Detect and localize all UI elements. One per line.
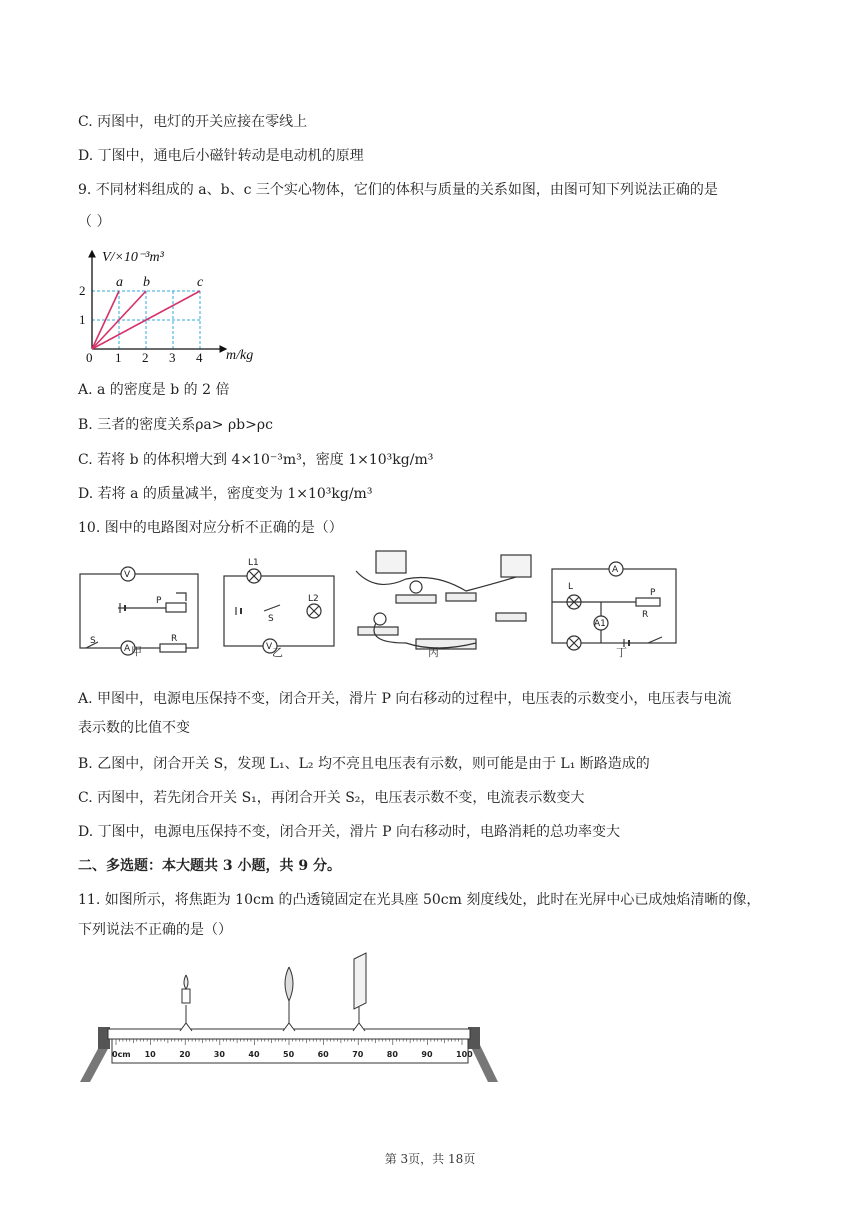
caption-ding: 丁: [616, 646, 627, 658]
label-r-jia: R: [171, 634, 178, 644]
label-r-ding: R: [642, 610, 649, 620]
bench-left-leg: [80, 1045, 110, 1082]
q9-option-c: C. 若将 b 的体积增大到 4×10⁻³m³，密度 1×10³kg/m³: [78, 452, 434, 468]
y-tick-label-2: 2: [79, 283, 86, 298]
q9-volume-mass-chart: [78, 245, 278, 370]
circuit-ding: [552, 562, 676, 650]
label-a-jia: A: [124, 644, 131, 654]
ruler-label-6: 60: [317, 1050, 329, 1059]
chart-series: [92, 275, 204, 349]
label-p-ding: P: [650, 588, 656, 598]
q10-option-b: B. 乙图中，闭合开关 S，发现 L₁、L₂ 均不亮且电压表有示数，则可能是由于 L₁ 断路造成的: [78, 756, 650, 772]
ruler-label-7: 70: [352, 1050, 364, 1059]
q11-stem-line1: 11. 如图所示，将焦距为 10cm 的凸透镜固定在光具座 50cm 刻度线处，此时在光屏中心已成烛焰清晰的像，: [78, 892, 761, 908]
q10-option-c: C. 丙图中，若先闭合开关 S₁，再闭合开关 S₂，电压表示数不变，电流表示数变大: [78, 790, 585, 806]
ruler-label-5: 50: [283, 1050, 295, 1059]
chart-x-label: m/kg: [226, 348, 254, 363]
q8-option-d: D. 丁图中，通电后小磁针转动是电动机的原理: [78, 148, 364, 164]
x-tick-label-4: 4: [196, 350, 203, 365]
q8-option-c: C. 丙图中，电灯的开关应接在零线上: [78, 114, 308, 130]
chart-origin-label: 0: [86, 350, 93, 365]
label-v-yi: V: [266, 642, 273, 652]
label-s-jia: S: [90, 636, 96, 646]
series-label-a: a: [116, 275, 123, 290]
label-p-jia: P: [156, 596, 162, 606]
ruler-label-3: 30: [213, 1050, 225, 1059]
series-label-b: b: [143, 275, 150, 290]
label-v-jia: V: [124, 570, 131, 580]
ruler-label-4: 40: [248, 1050, 260, 1059]
q10-option-d: D. 丁图中，电源电压保持不变，闭合开关，滑片 P 向右移动时，电路消耗的总功率变大: [78, 824, 620, 840]
caption-jia: 甲: [131, 645, 142, 658]
q10-stem: 10. 图中的电路图对应分析不正确的是（）: [78, 520, 343, 536]
ruler-label-9: 90: [421, 1050, 433, 1059]
q9-option-d: D. 若将 a 的质量减半，密度变为 1×10³kg/m³: [78, 486, 373, 502]
q9-stem: 9. 不同材料组成的 a、b、c 三个实心物体，它们的体积与质量的关系如图，由图可知下列说法正确的是: [78, 182, 718, 198]
label-l1-yi: L1: [248, 558, 259, 568]
x-tick-label-3: 3: [169, 350, 176, 365]
label-l-ding: L: [568, 582, 574, 592]
x-tick-label-2: 2: [142, 350, 149, 365]
series-label-c: c: [197, 275, 204, 290]
ruler-label-8: 80: [386, 1050, 398, 1059]
q9-paren: （ ）: [78, 214, 111, 230]
q9-option-b: B. 三者的密度关系ρa> ρb>ρc: [78, 417, 273, 433]
circuit-bing: [356, 551, 531, 649]
label-s-yi: S: [268, 614, 274, 624]
convex-lens: [283, 967, 295, 1031]
ruler-label-1: 10: [144, 1050, 156, 1059]
ruler-label-10: 100: [456, 1050, 473, 1059]
q11-optical-bench-figure: [76, 945, 502, 1085]
circuit-jia: [80, 567, 198, 655]
x-tick-label-1: 1: [115, 350, 122, 365]
section-2-heading: 二、多选题：本大题共 3 小题，共 9 分。: [78, 858, 341, 874]
q10-circuit-figures: [76, 543, 688, 658]
ruler-label-2: 20: [179, 1050, 191, 1059]
ruler-label-0: 0cm: [112, 1050, 131, 1059]
q10-option-a-line1: A. 甲图中，电源电压保持不变，闭合开关，滑片 P 向右移动的过程中，电压表的示数变小，电压表与电流: [78, 691, 732, 707]
q9-option-a: A. a 的密度是 b 的 2 倍: [78, 382, 230, 398]
candle: [180, 975, 192, 1031]
label-a-ding: A: [612, 565, 619, 575]
circuit-yi: [224, 569, 334, 653]
label-l2-yi: L2: [308, 594, 319, 604]
q11-stem-line2: 下列说法不正确的是（）: [78, 922, 232, 938]
light-screen: [353, 953, 366, 1031]
y-tick-label-1: 1: [79, 312, 86, 327]
caption-bing: 丙: [428, 646, 439, 658]
q10-option-a-line2: 表示数的比值不变: [78, 720, 190, 736]
label-a1-ding: A1: [594, 619, 606, 629]
bench-right-leg: [470, 1045, 498, 1082]
caption-yi: 乙: [272, 646, 283, 658]
page-footer: 第 3页，共 18页: [384, 1152, 476, 1166]
chart-y-label: V/×10⁻³m³: [102, 250, 164, 265]
